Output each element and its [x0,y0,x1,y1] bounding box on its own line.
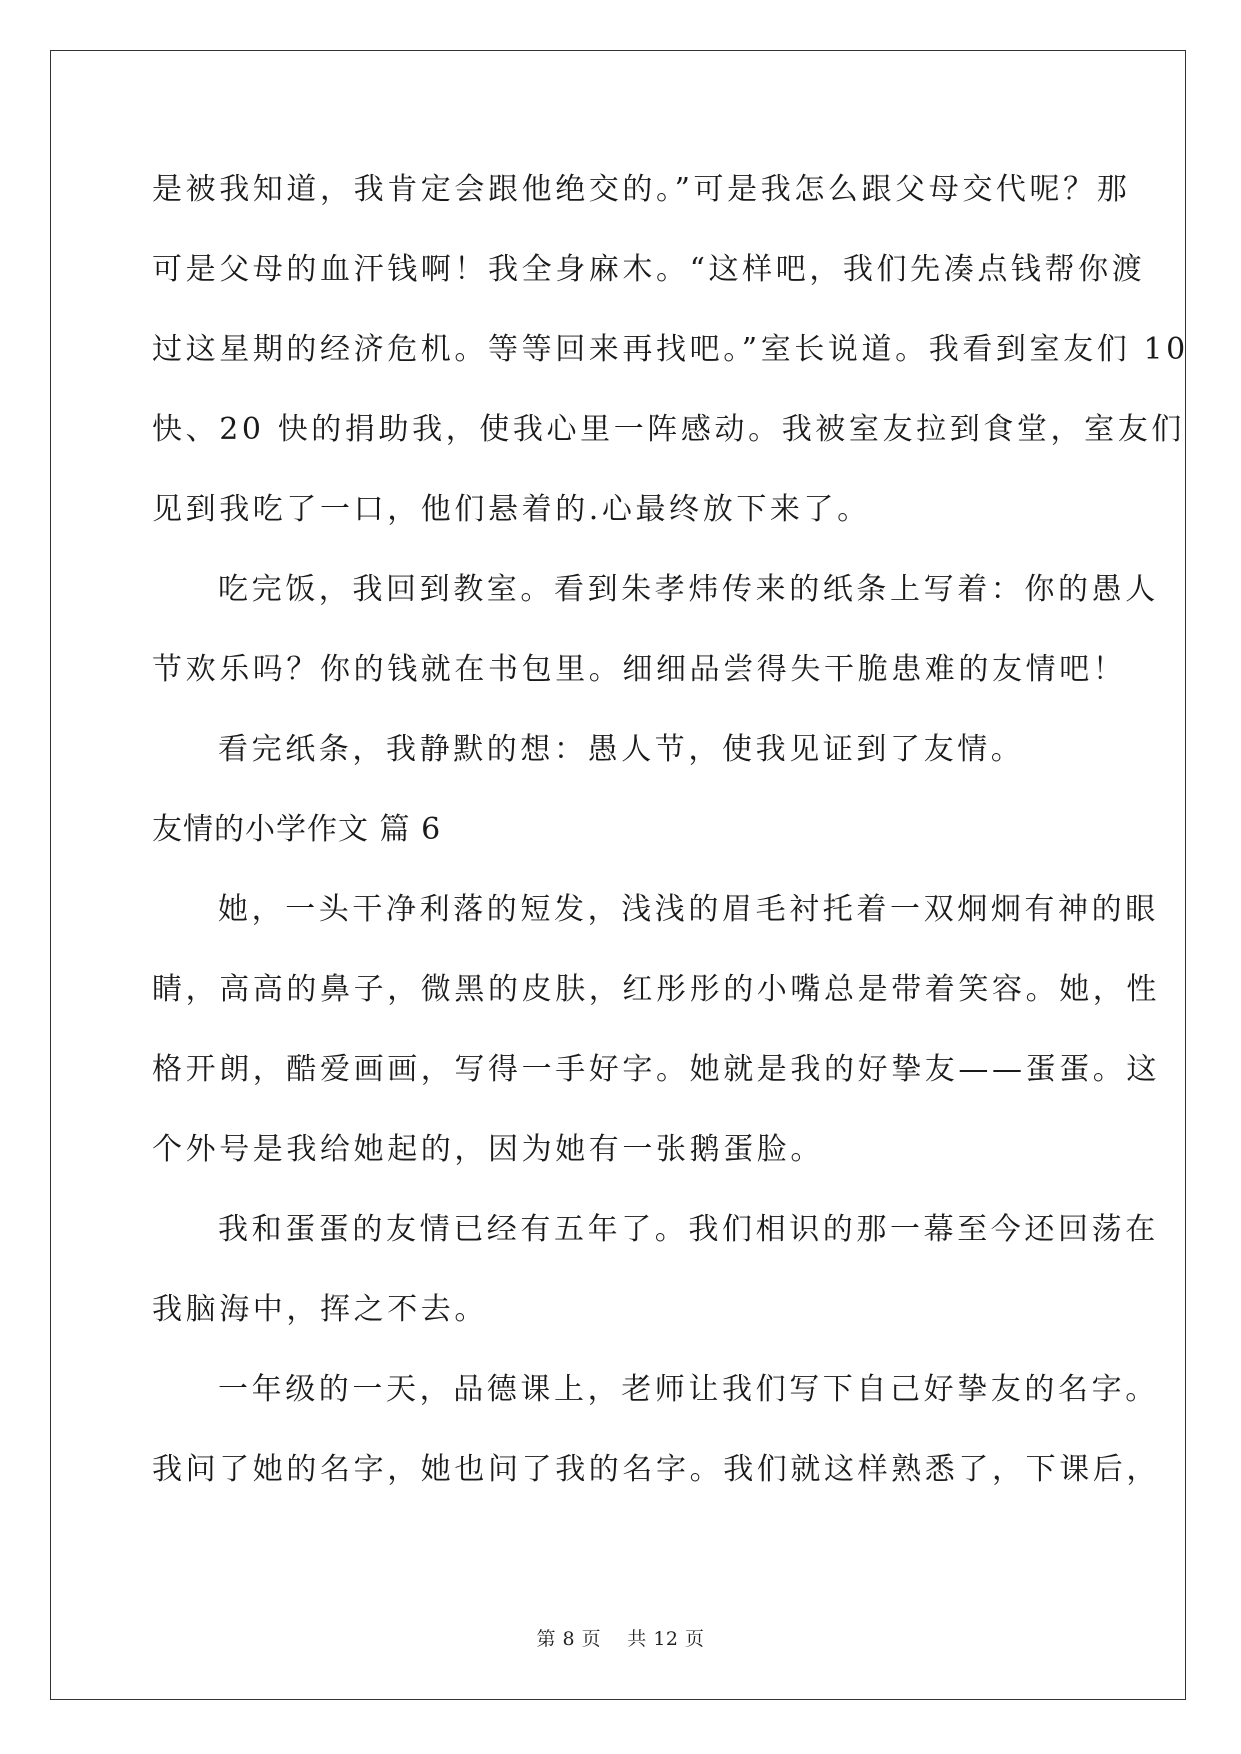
paragraph-start-line: 她，一头干净利落的短发，浅浅的眉毛衬托着一双炯炯有神的眼 [218,892,1159,927]
page-total: 共 12 页 [627,1628,705,1650]
text-line: 我问了她的名字，她也问了我的名字。我们就这样熟悉了，下课后， [152,1452,1160,1487]
text-line: 睛，高高的鼻子，微黑的皮肤，红彤彤的小嘴总是带着笑容。她，性 [152,972,1160,1007]
text-line: 格开朗，酷爱画画，写得一手好字。她就是我的好挚友——蛋蛋。这 [152,1052,1160,1087]
paragraph-start-line: 一年级的一天，品德课上，老师让我们写下自己好挚友的名字。 [218,1372,1159,1407]
section-heading: 友情的小学作文 篇 6 [152,812,442,847]
text-line: 节欢乐吗？你的钱就在书包里。细细品尝得失干脆患难的友情吧！ [152,652,1127,687]
text-line: 个外号是我给她起的，因为她有一张鹅蛋脸。 [152,1132,824,1167]
text-line: 快、20 快的捐助我，使我心里一阵感动。我被室友拉到食堂，室友们 [152,412,1185,447]
page-number: 第 8 页 [536,1628,602,1650]
text-line: 是被我知道，我肯定会跟他绝交的。”可是我怎么跟父母交代呢？那 [152,172,1131,207]
paragraph-start-line: 吃完饭，我回到教室。看到朱孝炜传来的纸条上写着：你的愚人 [218,572,1159,607]
text-line: 可是父母的血汗钱啊！我全身麻木。“这样吧，我们先凑点钱帮你渡 [152,252,1146,287]
paragraph-start-line: 我和蛋蛋的友情已经有五年了。我们相识的那一幕至今还回荡在 [218,1212,1159,1247]
document-body [152,160,1189,1520]
text-line: 见到我吃了一口，他们悬着的.心最终放下来了。 [152,492,871,527]
page-footer [0,1624,1241,1651]
text-line: 过这星期的经济危机。等等回来再找吧。”室长说道。我看到室友们 10 [152,332,1189,367]
paragraph-start-line: 看完纸条，我静默的想：愚人节，使我见证到了友情。 [218,732,1025,767]
text-line: 我脑海中，挥之不去。 [152,1292,488,1327]
